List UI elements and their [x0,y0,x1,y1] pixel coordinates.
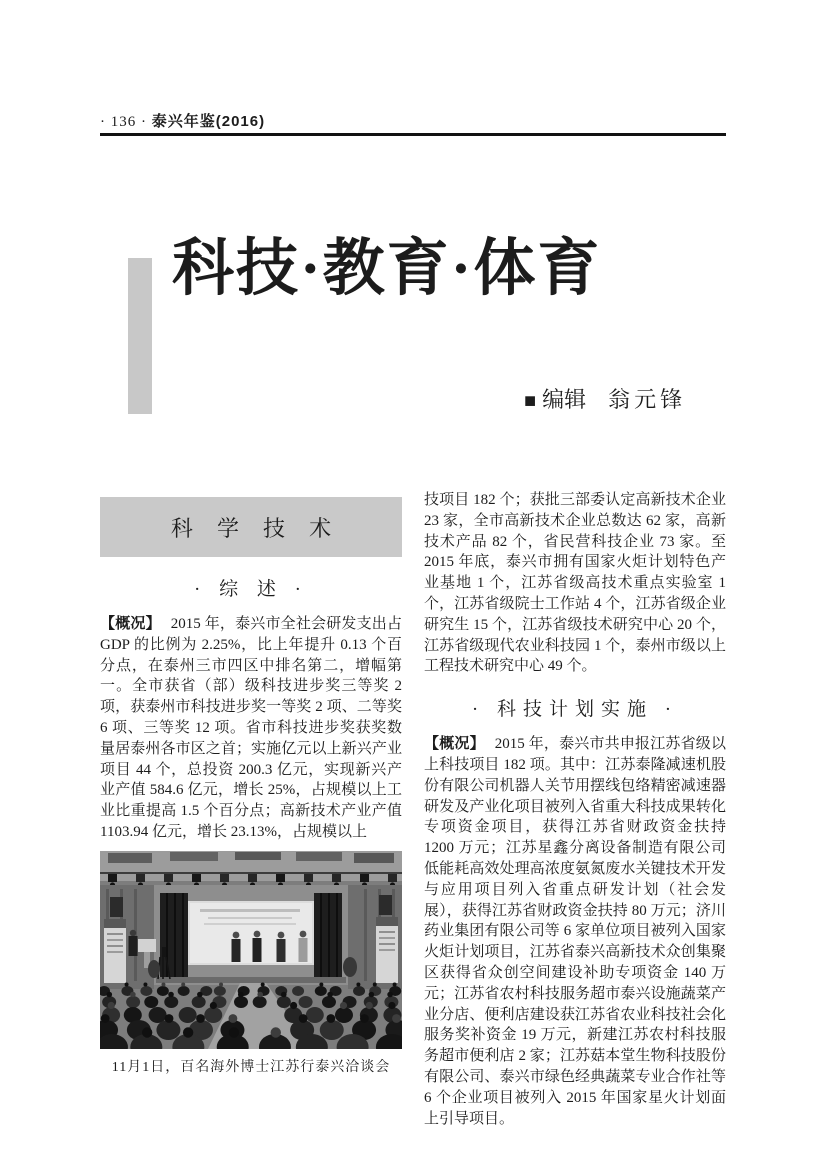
subsection-overview: · 综 述 · [194,579,308,600]
plan-overview-text: 2015 年，泰兴市共申报江苏省级以上科技项目 182 项。其中：江苏泰隆减速机股份有限公司机器人关节用摆线包络精密减速器研发及产业化项目被列入省重大科技成果转化专项资金项目，获得江苏省财政资金扶持 1200 万元；江苏星鑫分离设备制造有限公司低能耗高效处理高浓度氨氮废水关键技术开发与应用项目列入省重点研发计划（社会发展），获得江苏省财政资金扶持 80 万元；济川药业集团有限公司等 6 家单位项目被列入国家火炬计划项目，江苏省泰兴高新技术众创集聚区获得省众创空间建设补助专项资金 140 万元；江苏省农村科技服务超市泰兴设施蔬菜产业分店、便利店建设获江苏省农业科技社会化服务奖补资金 19 万元，新建江苏农村科技服务超市便利店 2 家；江苏菇本堂生物科技股份有限公司、泰兴市绿色经典蔬菜专业合作社等 6 个企业项目被列入 2015 年国家星火计划面上引导项目。 [424,736,726,1127]
editor-line [524,383,686,414]
chapter-title: 科技·教育·体育 [172,235,602,303]
section-header-science-technology: 科 学 技 术 [100,497,402,557]
page-number: · 136 · [100,114,147,130]
plan-overview-paragraph [424,734,726,1129]
subsection-sci-tech-plan: · 科技计划实施 · [471,699,679,721]
running-head [100,110,726,131]
square-bullet-icon: ■ [524,390,537,412]
photo-caption: 11月1日，百名海外博士江苏行泰兴洽谈会 [111,1059,391,1075]
title-accent-bar [128,258,152,414]
conference-photo-svg [100,851,402,1049]
editor-name: 翁元锋 [608,387,687,412]
right-column [424,490,726,1129]
editor-label: 编辑 [542,387,587,412]
overview-paragraph [100,614,402,843]
plan-overview-label: 【概况】 [424,735,485,753]
header-rule [100,133,726,136]
overview-text: 2015 年，泰兴市全社会研发支出占 GDP 的比例为 2.25%，比上年提升 0.13 个百分点，在泰州三市四区中排名第二，增幅第一。全市获省（部）级科技进步奖三等奖 2 项，获泰州市科技进步奖一等奖 2 项、二等奖 6 项、三等奖 12 项。省市科技进步奖获奖数量居泰州各市区之首；实施亿元以上新兴产业项目 44 个，总投资 200.3 亿元，实现新兴产业产值 584.6 亿元，增长 25%，占规模以上工业比重提高 1.5 个百分点；高新技术产业产值 1103.94 亿元，增长 23.13%，占规模以上 [100,616,402,840]
left-column [100,497,402,1076]
conference-photo [100,851,402,1049]
overview-continuation: 技项目 182 个；获批三部委认定高新技术企业 23 家，全市高新技术企业总数达 62 家，高新技术产品 82 个，省民营科技企业 73 家。至 2015 年底，泰兴市拥有国家火炬计划特色产业基地 1 个，江苏省级高技术重点实验室 1 个，江苏省级院士工作站 4 个，江苏省级企业研究生 15 个，江苏省级技术研究中心 20 个，江苏省级现代农业科技园 1 个，泰州市级以上工程技术研究中心 49 个。 [424,492,726,675]
book-title: 泰兴年鉴(2016) [151,113,266,130]
overview-label: 【概况】 [100,615,161,632]
